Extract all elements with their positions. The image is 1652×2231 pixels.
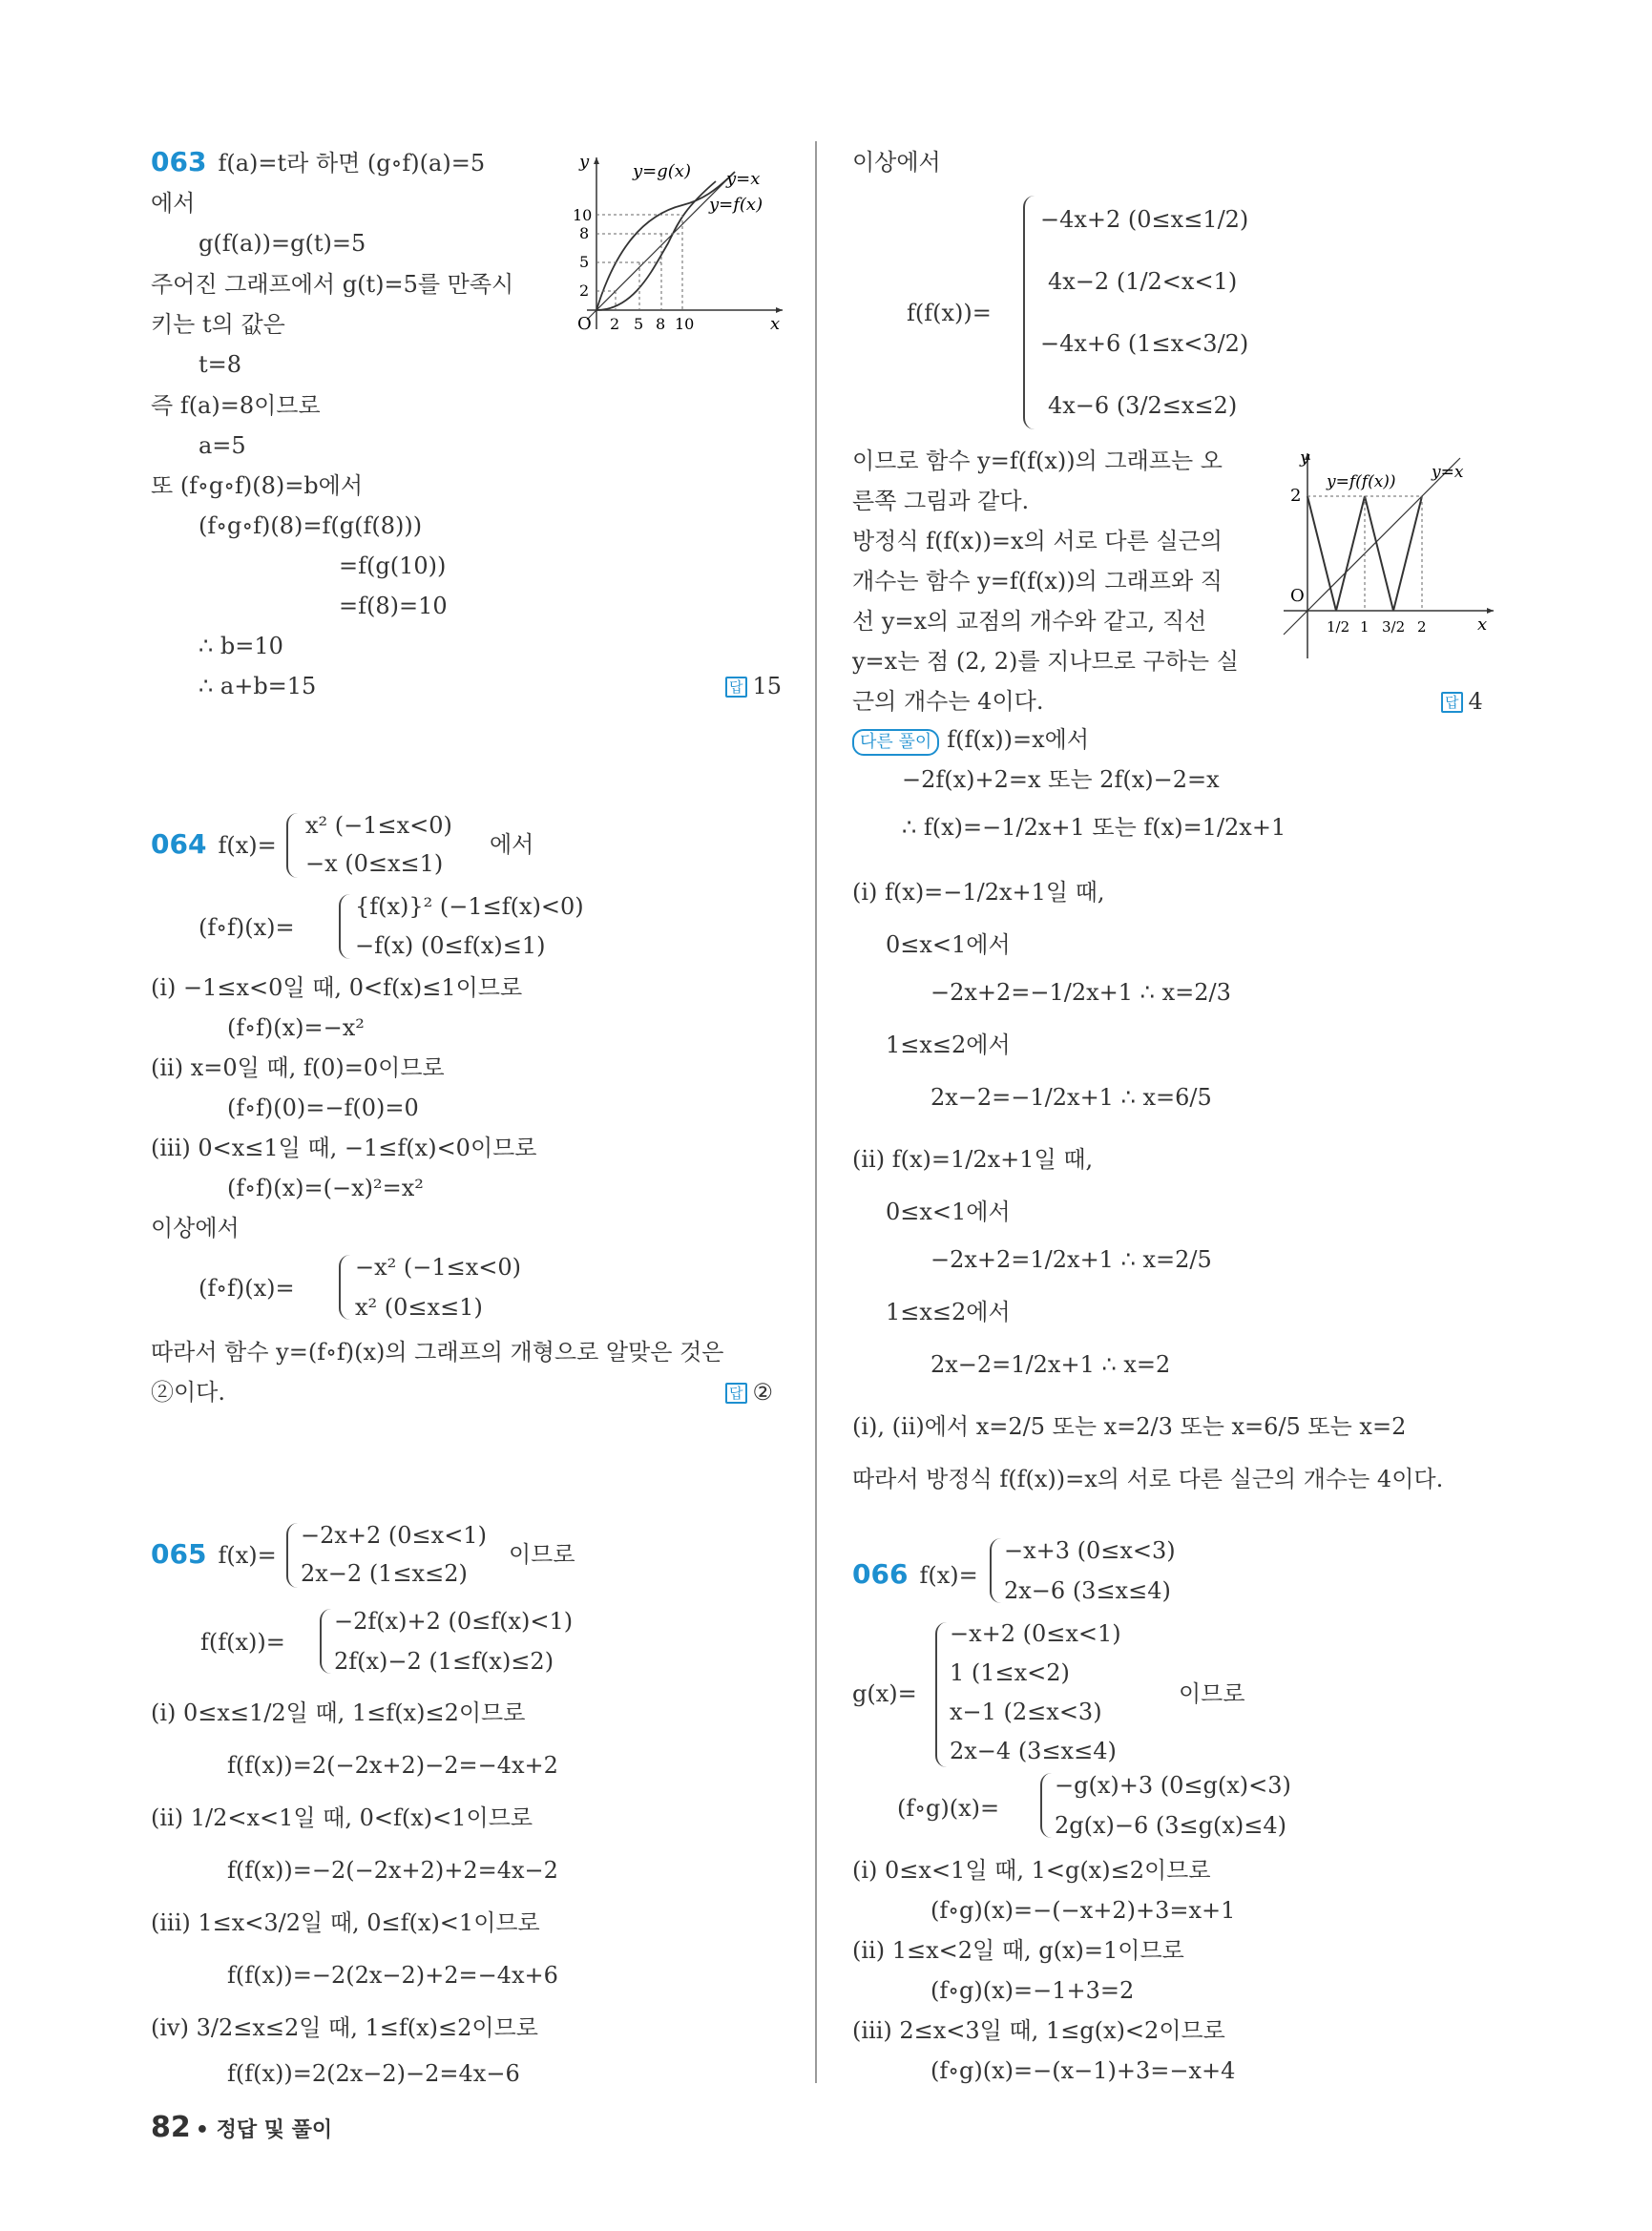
svg-text:y=f(x): y=f(x)	[709, 195, 763, 215]
brace	[990, 1538, 1001, 1603]
problem-number: 066	[852, 1558, 909, 1590]
svg-text:x: x	[1477, 615, 1488, 635]
brace	[1023, 196, 1036, 429]
answer-063: 답 15	[725, 672, 782, 700]
svg-text:y=f(f(x)): y=f(f(x))	[1327, 472, 1396, 491]
svg-text:1/2: 1/2	[1327, 618, 1350, 636]
page-number: 82	[151, 2111, 191, 2144]
svg-text:y=x: y=x	[726, 169, 761, 189]
graph-063	[558, 153, 787, 334]
svg-text:x: x	[770, 314, 781, 334]
svg-text:O: O	[1290, 586, 1305, 606]
alternative-solution-tag: 다른 풀이	[852, 729, 939, 756]
brace	[339, 894, 350, 959]
page-footer: 82 • 정답 및 풀이	[151, 2111, 333, 2144]
brace	[320, 1609, 331, 1674]
svg-text:y=g(x): y=g(x)	[633, 161, 691, 181]
problem-number: 064	[151, 828, 207, 860]
svg-text:O: O	[577, 314, 592, 334]
svg-text:y: y	[579, 153, 590, 172]
answer-065: 답 4	[1441, 687, 1483, 716]
brace	[339, 1255, 350, 1320]
svg-text:1: 1	[1360, 618, 1370, 636]
footer-label: 정답 및 풀이	[216, 2118, 333, 2142]
svg-text:10: 10	[573, 206, 593, 224]
brace	[935, 1622, 949, 1767]
svg-text:8: 8	[579, 224, 590, 242]
svg-text:y=x: y=x	[1432, 463, 1464, 482]
answer-icon: 답	[725, 677, 747, 698]
svg-text:3/2: 3/2	[1382, 618, 1406, 636]
svg-text:2: 2	[579, 281, 590, 300]
graph-065	[1279, 444, 1498, 663]
answer-icon: 답	[1441, 692, 1463, 713]
problem-number: 063	[151, 146, 207, 177]
answer-icon: 답	[725, 1383, 747, 1404]
svg-text:y: y	[1300, 448, 1310, 468]
svg-text:2: 2	[1290, 486, 1302, 506]
brace	[286, 1523, 298, 1588]
svg-text:10: 10	[675, 315, 695, 333]
answer-064: 답 ②	[725, 1378, 773, 1407]
brace	[1040, 1773, 1052, 1838]
svg-text:2: 2	[1417, 618, 1427, 636]
column-divider	[815, 141, 817, 2083]
svg-text:5: 5	[579, 253, 590, 271]
svg-text:2: 2	[610, 315, 620, 333]
page: 063 f(a)=t라 하면 (g∘f)(a)=5 에서 g(f(a))=g(t)=5 주어진 그래프에서 g(t)=5를 만족시 키는 t의 값은 t=8 즉 f(a)=8이므로 a=5 또 (f∘g∘f)(8)=b에서 (f∘g∘f)(8)=f(g(f(8))) =f(g(10)) =f(8)=10 ∴ b=10 ∴ a+b=15 답 15 y x O y=g(x) y=x y=f(x) 10 8 5 2 2 5 8 10 064 f(x)= x² (−1≤x<0) −x (0≤x≤1) 에서 (f∘f)(x)= {f(x)}² (−1≤f(x)<0) −f(x) (0≤f(x)≤1) (i) −1≤x<0일 때, 0<f(x)≤1이므로 (f∘f)(x)=−x² (ii) x=0일 때, f(0)=0이므로 (f∘f)(0)=−f(0)=0 (iii) 0<x≤1일 때, −1≤f(x)<0이므로 (f∘f)(x)=(−x)²=x² 이상에서 (f∘f)(x)= −x² (−1≤x<0) x² (0≤x≤1) 따라서 함수 y=(f∘f)(x)의 그래프의 개형으로 알맞은 것은 ②이다. 답 ② 065 f(x)= −2x+2 (0≤x<1) 2x−2 (1≤x≤2) 이므로 f(f(x))= −2f(x)+2 (0≤f(x)<1) 2f(x)−2 (1≤f(x)≤2) (i) 0≤x≤1/2일 때, 1≤f(x)≤2이므로 f(f(x))=2(−2x+2)−2=−4x+2 (ii) 1/2<x<1일 때, 0<f(x)<1이므로 f(f(x))=−2(−2x+2)+2=4x−2 (iii) 1≤x<3/2일 때, 0≤f(x)<1이므로 f(f(x))=−2(2x−2)+2=−4x+6 (iv) 3/2≤x≤2일 때, 1≤f(x)≤2이므로 f(f(x))=2(2x−2)−2=4x−6 이상에서 f(f(x))= −4x+2 (0≤x≤1/2) 4x−2 (1/2<x<1) −4x+6 (1≤x<3/2) 4x−6 (3/2≤x≤2) 이므로 함수 y=f(f(x))의 그래프는 오 른쪽 그림과 같다. 방정식 f(f(x))=x의 서로 다른 실근의 개수는 함수 y=f(f(x))의 그래프와 직 선 y=x의 교점의 개수와 같고, 직선 y=x는 점 (2, 2)를 지나므로 구하는 실 근의 개수는 4이다. 답 4 y x O 2 y=f(f(x)) y=x 1/2 1 3/2 2 다른 풀이 f(f(x))=x에서 −2f(x)+2=x 또는 2f(x)−2=x ∴ f(x)=−1/2x+1 또는 f(x)=1/2x+1 (i) f(x)=−1/2x+1일 때, 0≤x<1에서 −2x+2=−1/2x+1 ∴ x=2/3 1≤x≤2에서 2x−2=−1/2x+1 ∴ x=6/5 (ii) f(x)=1/2x+1일 때, 0≤x<1에서 −2x+2=1/2x+1 ∴ x=2/5 1≤x≤2에서 2x−2=1/2x+1 ∴ x=2 (i), (ii)에서 x=2/5 또는 x=2/3 또는 x=6/5 또는 x=2 따라서 방정식 f(f(x))=x의 서로 다른 실근의 개수는 4이다. 066 f(x)= −x+3 (0≤x<3) 2x−6 (3≤x≤4) g(x)= −x+2 (0≤x<1) 1 (1≤x<2) x−1 (2≤x<3) 2x−4 (3≤x≤4) 이므로 (f∘g)(x)= −g(x)+3 (0≤g(x)<3) 2g(x)−6 (3≤g(x)≤4) (i) 0≤x<1일 때, 1<g(x)≤2이므로 (f∘g)(x)=−(−x+2)+3=x+1 (ii) 1≤x<2일 때, g(x)=1이므로 (f∘g)(x)=−1+3=2 (iii) 2≤x<3일 때, 1≤g(x)<2이므로 (f∘g)(x)=−(x−1)+3=−x+4 82 • 정답 및 풀이	[0, 0, 1652, 2231]
problem-number: 065	[151, 1538, 207, 1570]
svg-text:5: 5	[634, 315, 644, 333]
svg-text:8: 8	[656, 315, 666, 333]
brace	[286, 813, 298, 878]
